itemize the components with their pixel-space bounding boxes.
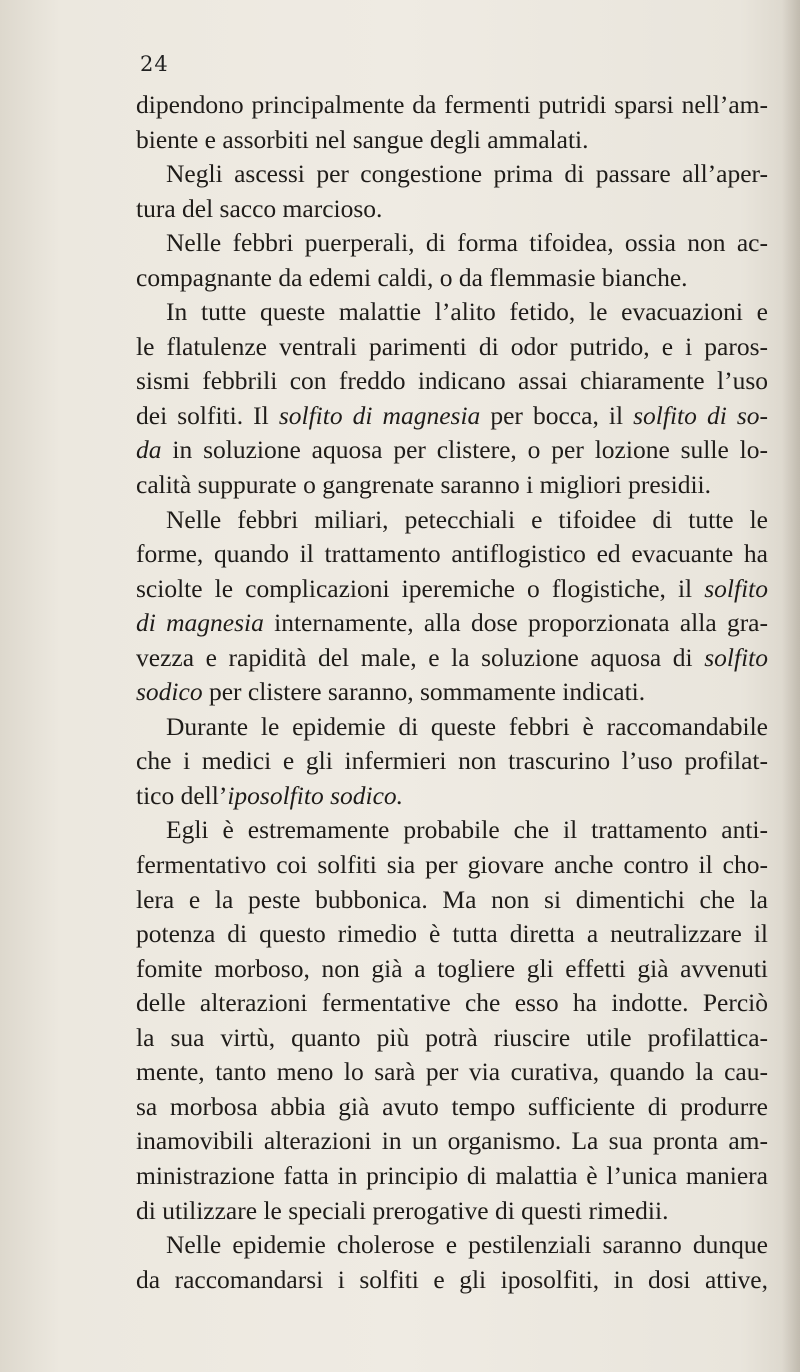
text-line: sismi febbrili con freddo indicano assai chiaramente l’uso (136, 366, 768, 396)
italic-span: solfito di magnesia (278, 400, 481, 430)
text-line: le flatulenze ventrali parimenti di odor putrido, e i paros- (136, 331, 768, 361)
text-line: di utilizzare le speciali prerogative di questi rimedii. (136, 1195, 669, 1225)
text-line: Nelle epidemie cholerose e pestilenziali saranno dunque (166, 1230, 768, 1260)
text-span: per clistere saranno, sommamente indicati. (202, 677, 646, 707)
italic-span: da (136, 435, 162, 465)
text-line (136, 606, 768, 641)
text-span: tico dell’ (136, 780, 228, 810)
text-line: che i medici e gli infermieri non trascurino l’uso profilat- (136, 746, 768, 776)
text-line: biente e assorbiti nel sangue degli ammalati. (136, 124, 589, 154)
page-number: 24 (140, 52, 169, 76)
text-line: Nelle febbri puerperali, di forma tifoidea, ossia non ac- (166, 228, 768, 258)
italic-span: iposolfito sodico. (227, 780, 404, 810)
text-line: compagnante da edemi caldi, o da flemmasie bianche. (136, 262, 688, 292)
text-span: internamente, alla dose proporzionata alla gra- (263, 608, 768, 638)
text-span: per bocca, il (480, 400, 634, 430)
text-span: vezza e rapidità del male, e la soluzione aquosa di (136, 642, 705, 672)
text-line: fomite morboso, non già a togliere gli effetti già avvenuti (136, 953, 768, 983)
text-span: in soluzione aquosa per clistere, o per lozione sulle lo- (161, 435, 768, 465)
text-line (136, 779, 768, 814)
body-text (136, 88, 768, 1297)
italic-span: di magnesia (136, 608, 264, 638)
text-line: calità suppurate o gangrenate saranno i migliori presidii. (136, 470, 711, 500)
text-line: potenza di questo rimedio è tutta diretta a neutralizzare il (136, 919, 768, 949)
text-line: tura del sacco marcioso. (136, 193, 383, 223)
text-line: Negli ascessi per congestione prima di passare all’aper- (166, 159, 768, 189)
text-line (136, 399, 768, 434)
text-line (136, 433, 768, 468)
text-line: forme, quando il trattamento antiflogistico ed evacuante ha (136, 539, 768, 569)
text-line: lera e la peste bubbonica. Ma non si dimentichi che la (136, 884, 768, 914)
text-line: Durante le epidemie di queste febbri è raccomandabile (166, 711, 768, 741)
text-line: la sua virtù, quanto più potrà riuscire utile profilattica- (136, 1022, 768, 1052)
text-line: ministrazione fatta in principio di malattia è l’unica maniera (136, 1160, 768, 1190)
text-span: dei solfiti. Il (136, 400, 279, 430)
text-line (136, 641, 768, 676)
italic-span: solfito (704, 642, 768, 672)
text-line (136, 675, 768, 710)
text-line: delle alterazioni fermentative che esso ha indotte. Perciò (136, 988, 768, 1018)
italic-span: solfito (704, 573, 768, 603)
text-line: sa morbosa abbia già avuto tempo sufficiente di produrre (136, 1091, 768, 1121)
text-line: mente, tanto meno lo sarà per via curativa, quando la cau- (136, 1057, 768, 1087)
text-span: sciolte le complicazioni iperemiche o flogistiche, il (136, 573, 705, 603)
text-line: da raccomandarsi i solfiti e gli iposolfiti, in dosi attive, (136, 1264, 768, 1294)
text-line (136, 572, 768, 607)
text-line: inamovibili alterazioni in un organismo. La sua pronta am- (136, 1126, 768, 1156)
italic-span: sodico (136, 677, 203, 707)
italic-span: solfito di so- (633, 400, 768, 430)
page-edge-shadow (782, 0, 800, 1372)
text-line: Egli è estremamente probabile che il trattamento anti- (166, 815, 768, 845)
text-line: Nelle febbri miliari, petecchiali e tifoidee di tutte le (166, 504, 768, 534)
text-line: dipendono principalmente da fermenti putridi sparsi nell’am- (136, 90, 768, 119)
text-line: In tutte queste malattie l’alito fetido, le evacuazioni e (166, 297, 768, 327)
text-line: fermentativo coi solfiti sia per giovare anche contro il cho- (136, 850, 768, 880)
